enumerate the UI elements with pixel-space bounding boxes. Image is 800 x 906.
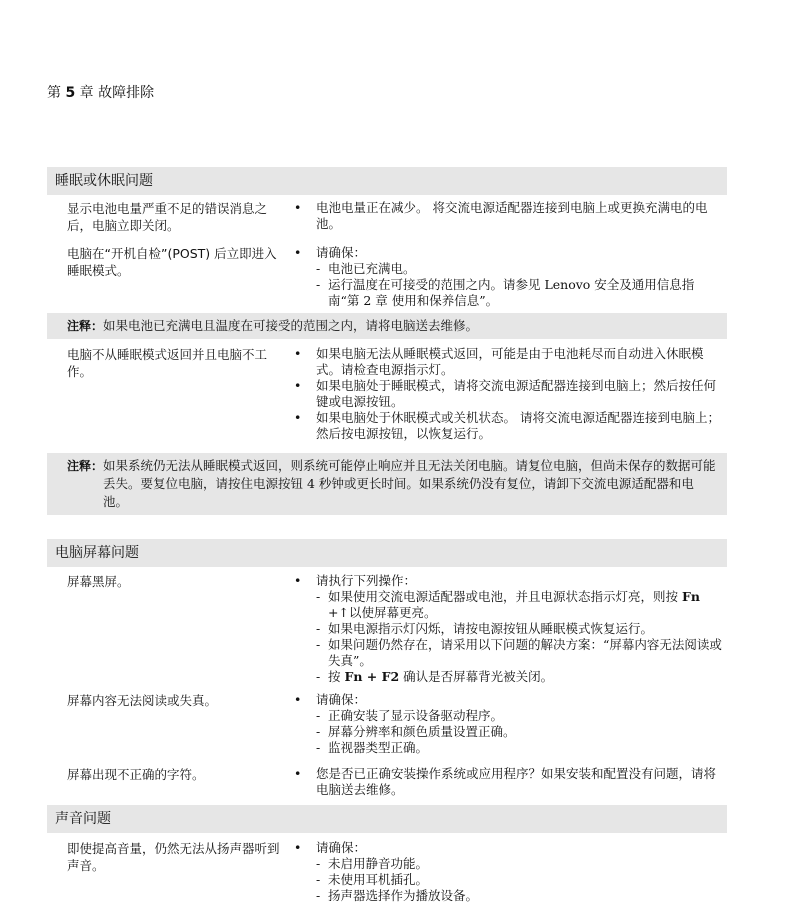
sub-item: - 未启用静音功能。 [316, 856, 724, 872]
sub-item: - 未使用耳机插孔。 [316, 872, 724, 888]
problem-text: 屏幕出现不正确的字符。 [67, 767, 205, 782]
problem-text: 即使提高音量，仍然无法从扬声器听到声音。 [67, 841, 280, 873]
bullet-item [294, 692, 724, 756]
bullet-text: • 请确保： [316, 245, 367, 260]
key-fn: Fn [681, 589, 700, 604]
bullet-item: • 如果电脑无法从睡眠模式返回，可能是由于电池耗尽而自动进入休眠模式。请检查电源指示灯。 [294, 346, 724, 378]
bullet-item [294, 245, 724, 309]
solution-list [294, 840, 724, 904]
sub-text: 按 [328, 669, 345, 684]
bullet-text: • 请确保： [316, 840, 367, 855]
solution-list [294, 692, 724, 756]
sub-item: - 正确安装了显示设备驱动程序。 [316, 708, 724, 724]
note-text: 如果电池已充满电且温度在可接受的范围之内，请将电脑送去维修。 [103, 318, 479, 333]
key-combo: Fn + F2 [344, 669, 400, 684]
bullet-item [294, 840, 724, 904]
section-title: 睡眠或休眠问题 [55, 173, 153, 189]
bullet-item [294, 573, 724, 685]
chapter-number: 5 [65, 85, 76, 101]
sub-text: 确认是否屏幕背光被关闭。 [399, 669, 554, 684]
note-box [47, 453, 727, 515]
bullet-text: • 请确保： [316, 692, 367, 707]
bullet-text: • 请执行下列操作： [316, 573, 417, 588]
sub-item: - 电池已充满电。 [316, 261, 724, 277]
section-header-sound [47, 805, 727, 833]
sub-item: - 扬声器选择作为播放设备。 [316, 888, 724, 904]
sub-item: - 如果问题仍然存在，请采用以下问题的解决方案：“屏幕内容无法阅读或失真”。 [316, 637, 724, 669]
arrow-up-icon: ↑ [338, 605, 349, 620]
problem-text: 屏幕黑屏。 [67, 574, 130, 589]
problem-text: 显示电池电量严重不足的错误消息之后，电脑立即关闭。 [67, 201, 268, 233]
sub-text: 如果使用交流电源适配器或电池，并且电源状态指示灯亮，则按 [328, 589, 682, 604]
bullet-item: • 电池电量正在减少。 将交流电源适配器连接到电脑上或更换充满电的电池。 [294, 200, 724, 232]
problem-text: 电脑在“开机自检”(POST) 后立即进入睡眠模式。 [67, 246, 277, 278]
problem-text: 电脑不从睡眠模式返回并且电脑不工作。 [67, 347, 268, 379]
sub-item [316, 589, 724, 621]
chapter-heading [47, 82, 154, 102]
section-title: 声音问题 [55, 811, 111, 827]
solution-list [294, 346, 724, 442]
note-label: 注释： [67, 459, 104, 473]
solution-list [294, 573, 724, 685]
problem-text: 屏幕内容无法阅读或失真。 [67, 693, 218, 708]
section-header-screen [47, 539, 727, 567]
sub-text: 以使屏幕更亮。 [348, 605, 437, 620]
sub-item: - 如果电源指示灯闪烁，请按电源按钮从睡眠模式恢复运行。 [316, 621, 724, 637]
sub-item: - 屏幕分辨率和颜色质量设置正确。 [316, 724, 724, 740]
plus-sign: + [328, 605, 339, 620]
sub-item: - 运行温度在可接受的范围之内。请参见 Lenovo 安全及通用信息指南“第 2 章 使用和保养信息”。 [316, 277, 724, 309]
note-box [47, 313, 727, 339]
solution-list [294, 200, 724, 232]
note-label: 注释： [67, 319, 104, 333]
chapter-title: 章 故障排除 [79, 85, 155, 101]
bullet-item: • 如果电脑处于休眠模式或关机状态。 请将交流电源适配器连接到电脑上；然后按电源按钮，以恢复运行。 [294, 410, 724, 442]
solution-list [294, 766, 724, 798]
note-content [67, 457, 717, 511]
sub-item [316, 669, 724, 685]
bullet-item: • 如果电脑处于睡眠模式，请将交流电源适配器连接到电脑上；然后按任何键或电源按钮。 [294, 378, 724, 410]
sub-item: - 监视器类型正确。 [316, 740, 724, 756]
note-text: 如果系统仍无法从睡眠模式返回，则系统可能停止响应并且无法关闭电脑。请复位电脑，但尚未保存的数据可能丢失。要复位电脑，请按住电源按钮 4 秒钟或更长时间。如果系统仍没有复位，请卸下交流电源适配器和电池。 [103, 458, 716, 509]
bullet-item: • 您是否已正确安装操作系统或应用程序？如果安装和配置没有问题，请将电脑送去维修。 [294, 766, 724, 798]
section-header-sleep [47, 167, 727, 195]
solution-list [294, 245, 724, 309]
chapter-prefix: 第 [47, 85, 61, 101]
section-title: 电脑屏幕问题 [55, 545, 139, 561]
